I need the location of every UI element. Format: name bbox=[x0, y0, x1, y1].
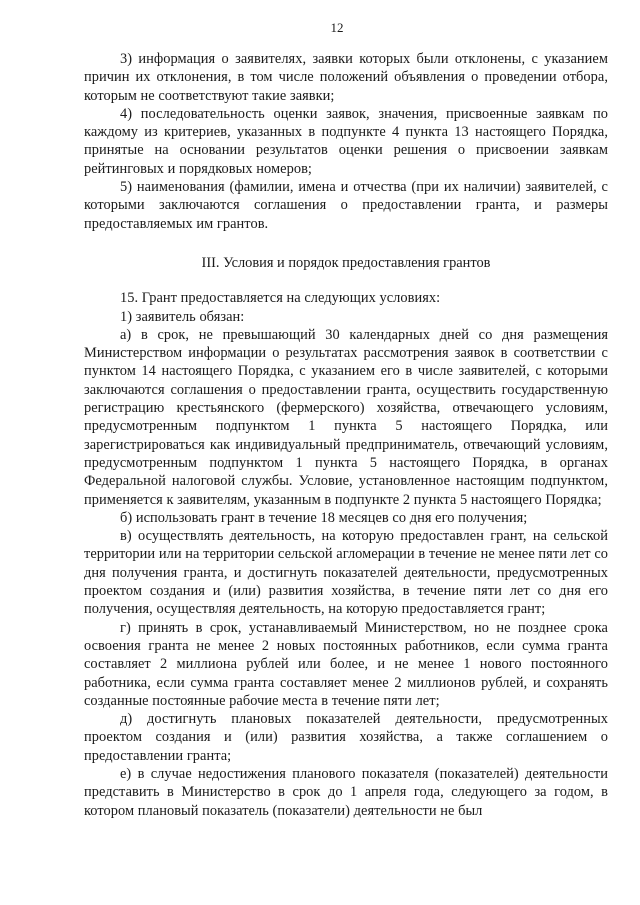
paragraph-item-5: 5) наименования (фамилии, имена и отчества (при их наличии) заявителей, с которыми заключаются соглашения о предоставлении гранта, и размеры предоставляемых им грантов. bbox=[84, 179, 608, 232]
page-number: 12 bbox=[330, 20, 344, 35]
paragraph-subclause-g: г) принять в срок, устанавливаемый Министерством, но не позднее срока освоения гранта не менее 2 новых постоянных работников, если сумма гранта составляет 2 миллиона рублей или более, и не менее 1 нового постоянного работника, если сумма гранта составляет менее 2 миллионов рублей, и сохранять созданные постоянные рабочие места в течение пяти лет; bbox=[84, 619, 608, 709]
paragraph-subclause-a: а) в срок, не превышающий 30 календарных дней со дня размещения Министерством информации о результатах рассмотрения заявок в соответствии с пунктом 14 настоящего Порядка, с указанием его в числе заявителей, с которыми заключаются соглашения о предоставлении гранта, осуществить государственную регистрацию крестьянского (фермерского) хозяйства, отвечающего условиям, предусмотренным подпунктом 1 пункта 5 настоящего Порядка, или зарегистрироваться как индивидуальный предприниматель, отвечающий условиям, предусмотренным подпунктом 1 пункта 5 настоящего Порядка, в органах Федеральной налоговой службы. Условие, установленное настоящим подпунктом, применяется к заявителям, указанным в подпункте 2 пункта 5 настоящего Порядка; bbox=[84, 326, 608, 508]
paragraph-subclause-b: б) использовать грант в течение 18 месяцев со дня его получения; bbox=[120, 509, 528, 526]
paragraph-item-4: 4) последовательность оценки заявок, значения, присвоенные заявкам по каждому из критериев, указанных в подпункте 4 пункта 13 настоящего Порядка, принятые на основании результатов оценки решения о присвоении заявкам рейтинговых и порядковых номеров; bbox=[84, 105, 608, 177]
paragraph-subclause-d: д) достигнуть плановых показателей деятельности, предусмотренных проектом создания и (или) развития хозяйства, а также соглашением о предоставлении гранта; bbox=[84, 711, 608, 764]
section-heading: III. Условия и порядок предоставления грантов bbox=[201, 254, 491, 271]
paragraph-subclause-e: е) в случае недостижения планового показателя (показателей) деятельности представить в Министерство в срок до 1 апреля года, следующего за годом, в котором плановый показатель (показатели) деятельности не был bbox=[84, 765, 608, 819]
paragraph-item-3: 3) информация о заявителях, заявки которых были отклонены, с указанием причин их отклонения, в том числе положений объявления о проведении отбора, которым не соответствуют такие заявки; bbox=[84, 51, 608, 104]
document-page bbox=[84, 20, 608, 820]
paragraph-subclause-1: 1) заявитель обязан: bbox=[120, 308, 245, 325]
paragraph-clause-15: 15. Грант предоставляется на следующих условиях: bbox=[120, 290, 441, 307]
paragraph-subclause-v: в) осуществлять деятельность, на которую предоставлен грант, на сельской территории или на территории сельской агломерации в течение не менее пяти лет со дня получения гранта, и достигнуть показателей деятельности, предусмотренных проектом создания и (или) развития хозяйства, в течение пяти лет со дня его получения, осуществляя деятельность, на которую предоставляется грант; bbox=[84, 528, 608, 618]
